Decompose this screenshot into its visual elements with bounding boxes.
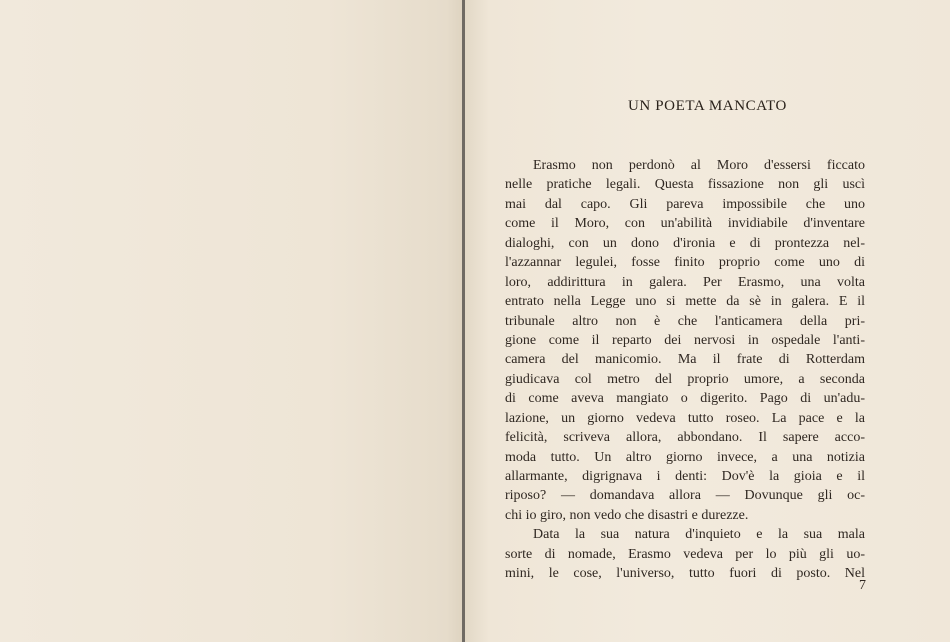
text-line: loro, addirittura in galera. Per Erasmo, una volta: [505, 274, 865, 290]
text-line: camera del manicomio. Ma il frate di Rotterdam: [505, 352, 865, 368]
text-line: gione come il reparto dei nervosi in ospedale l'anti-: [505, 332, 865, 348]
body-text: [505, 156, 865, 584]
text-line: chi io giro, non vedo che disastri e durezze.: [505, 507, 749, 523]
text-line: Data la sua natura d'inquieto e la sua mala: [533, 527, 865, 543]
left-page-blank: [0, 0, 465, 642]
text-line: lazione, un giorno vedeva tutto roseo. La pace e la: [505, 410, 865, 426]
text-line: allarmante, digrignava i denti: Dov'è la gioia e il: [505, 469, 865, 484]
text-line: nelle pratiche legali. Questa fissazione non gli uscì: [505, 177, 865, 193]
text-line: moda tutto. Un altro giorno invece, a una notizia: [505, 449, 865, 465]
text-line: l'azzannar legulei, fosse finito proprio come uno di: [505, 255, 865, 271]
text-line: giudicava col metro del proprio umore, a seconda: [505, 371, 865, 387]
text-line: mini, le cose, l'universo, tutto fuori di posto. Nel: [505, 566, 865, 582]
text-line: entrato nella Legge uno si mette da sè in galera. E il: [505, 294, 865, 310]
page-number: 7: [859, 578, 866, 593]
text-line: mai dal capo. Gli pareva impossibile che uno: [505, 196, 865, 212]
chapter-title: UN POETA MANCATO: [628, 98, 787, 114]
text-line: tribunale altro non è che l'anticamera della pri-: [505, 313, 865, 329]
text-line: Erasmo non perdonò al Moro d'essersi ficcato: [533, 158, 865, 173]
text-line: sorte di nomade, Erasmo vedeva per lo più gli uo-: [505, 546, 865, 562]
text-line: dialoghi, con un dono d'ironia e di prontezza nel-: [505, 235, 865, 251]
text-line: felicità, scriveva allora, abbondano. Il sapere acco-: [505, 430, 865, 446]
text-line: come il Moro, con un'abilità invidiabile d'inventare: [505, 216, 865, 232]
text-line: riposo? — domandava allora — Dovunque gli oc-: [505, 488, 865, 504]
text-line: di come aveva mangiato o digerito. Pago di un'adu-: [505, 391, 865, 407]
